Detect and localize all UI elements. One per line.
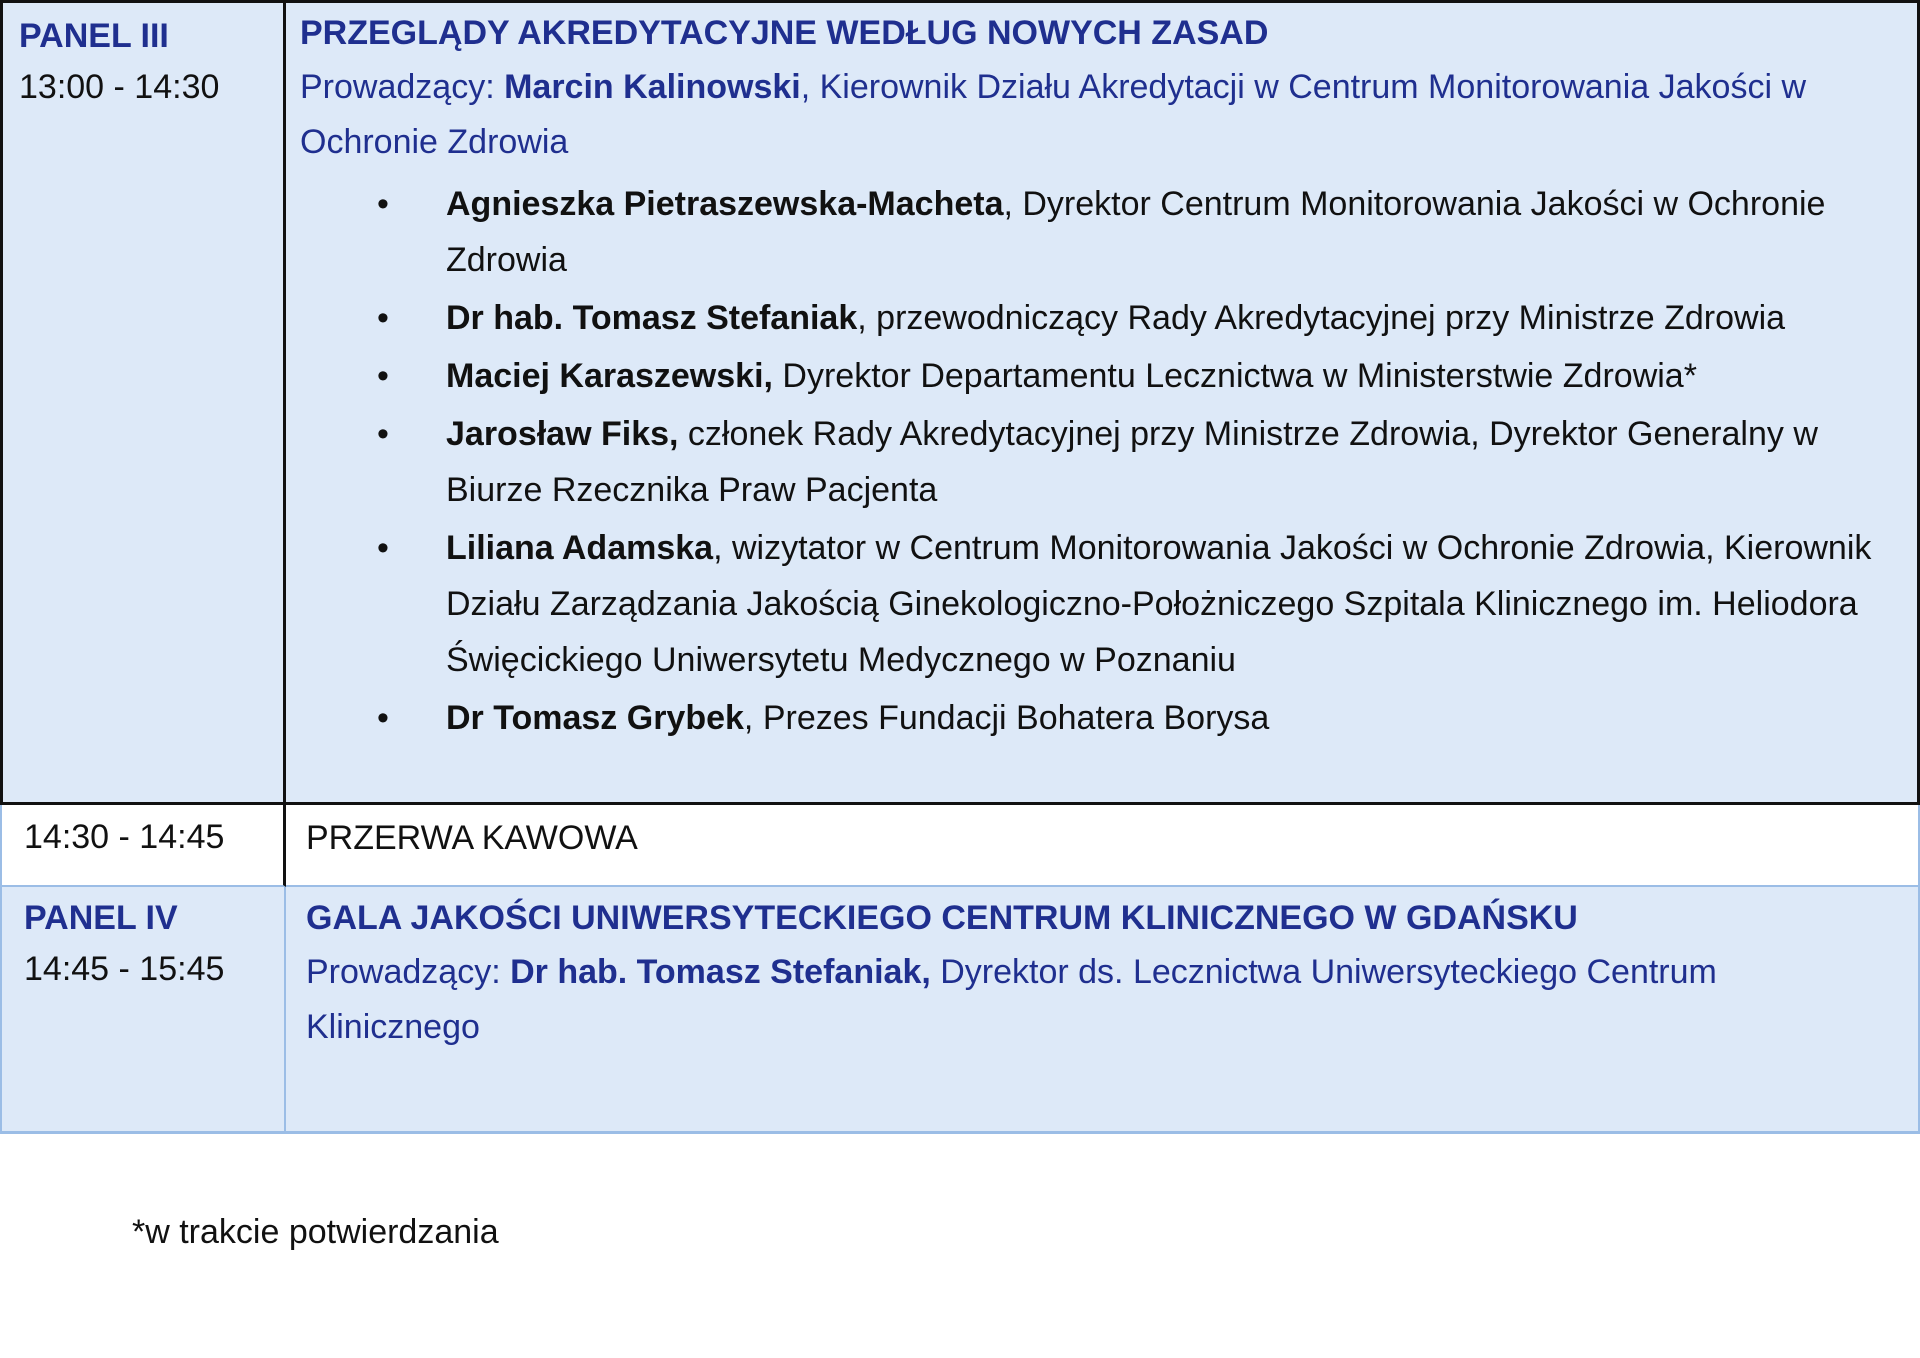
speaker-item	[300, 348, 1909, 404]
panel-4-row	[0, 887, 1920, 1134]
bullet: •	[377, 185, 389, 223]
speaker-name: Jarosław Fiks,	[446, 415, 679, 453]
panel-3-label: PANEL III	[19, 17, 169, 55]
speaker-name: Agnieszka Pietraszewska-Macheta	[446, 185, 1004, 223]
speaker-role: , Prezes Fundacji Bohatera Borysa	[743, 699, 1270, 737]
panel-3-time: 13:00 - 14:30	[19, 68, 220, 106]
panel-3-speaker-list	[300, 176, 1909, 746]
coffee-break-time: 14:30 - 14:45	[24, 818, 225, 856]
speaker-name: Maciej Karaszewski,	[446, 357, 773, 395]
panel-4-host	[306, 945, 1878, 1055]
panel-3-content-cell	[286, 0, 1920, 805]
speaker-name: Liliana Adamska	[446, 529, 714, 567]
panel-4-content-cell	[286, 887, 1920, 1134]
coffee-break-content-cell	[286, 805, 1920, 887]
panel-3-title: PRZEGLĄDY AKREDYTACYJNE WEDŁUG NOWYCH ZASAD	[300, 14, 1269, 52]
panel-4-time-cell	[0, 887, 286, 1134]
speaker-item	[300, 176, 1909, 288]
panel-4-host-role: Dyrektor ds. Lecznictwa Uniwersyteckiego Centrum Klinicznego	[306, 953, 1717, 1046]
bullet: •	[377, 415, 389, 453]
bullet: •	[377, 299, 389, 337]
speaker-name: Dr Tomasz Grybek	[446, 699, 744, 737]
speaker-role: Dyrektor Departamentu Lecznictwa w Ministerstwie Zdrowia*	[772, 357, 1697, 395]
coffee-break-row	[0, 805, 1920, 887]
panel-3-host-prefix: Prowadzący:	[300, 68, 505, 106]
speaker-item	[300, 520, 1909, 688]
speaker-item	[300, 690, 1909, 746]
coffee-break-time-cell	[0, 805, 286, 887]
panel-4-title: GALA JAKOŚCI UNIWERSYTECKIEGO CENTRUM KLINICZNEGO W GDAŃSKU	[306, 899, 1578, 937]
speaker-item	[300, 290, 1909, 346]
bullet: •	[377, 357, 389, 395]
bullet: •	[377, 699, 389, 737]
panel-4-host-name: Dr hab. Tomasz Stefaniak,	[510, 953, 931, 991]
speaker-role: , Dyrektor Centrum Monitorowania Jakości w Ochronie Zdrowia	[446, 185, 1826, 279]
panel-4-time: 14:45 - 15:45	[24, 950, 225, 988]
speaker-role: członek Rady Akredytacyjnej przy Ministrze Zdrowia, Dyrektor Generalny w Biurze Rzecznika Praw Pacjenta	[446, 415, 1818, 509]
panel-3-host-name: Marcin Kalinowski	[504, 68, 801, 106]
footnote: *w trakcie potwierdzania	[132, 1213, 499, 1251]
speaker-role: , wizytator w Centrum Monitorowania Jakości w Ochronie Zdrowia, Kierownik Działu Zarządzania Jakością Ginekologiczno-Położniczego Szpitala Klinicznego im. Heliodora Święcickiego Uniwersytetu Medycznego w Poznaniu	[446, 529, 1872, 679]
coffee-break-label: PRZERWA KAWOWA	[306, 819, 638, 857]
panel-4-label: PANEL IV	[24, 899, 178, 937]
speaker-role: , przewodniczący Rady Akredytacyjnej przy Ministrze Zdrowia	[857, 299, 1786, 337]
panel-4-host-prefix: Prowadzący:	[306, 953, 511, 991]
speaker-item	[300, 406, 1909, 518]
panel-3-time-cell	[0, 0, 286, 805]
bullet: •	[377, 529, 389, 567]
speaker-name: Dr hab. Tomasz Stefaniak	[446, 299, 858, 337]
panel-3-host-role: , Kierownik Działu Akredytacji w Centrum Monitorowania Jakości w Ochronie Zdrowia	[300, 68, 1806, 161]
panel-3-host	[300, 60, 1909, 170]
